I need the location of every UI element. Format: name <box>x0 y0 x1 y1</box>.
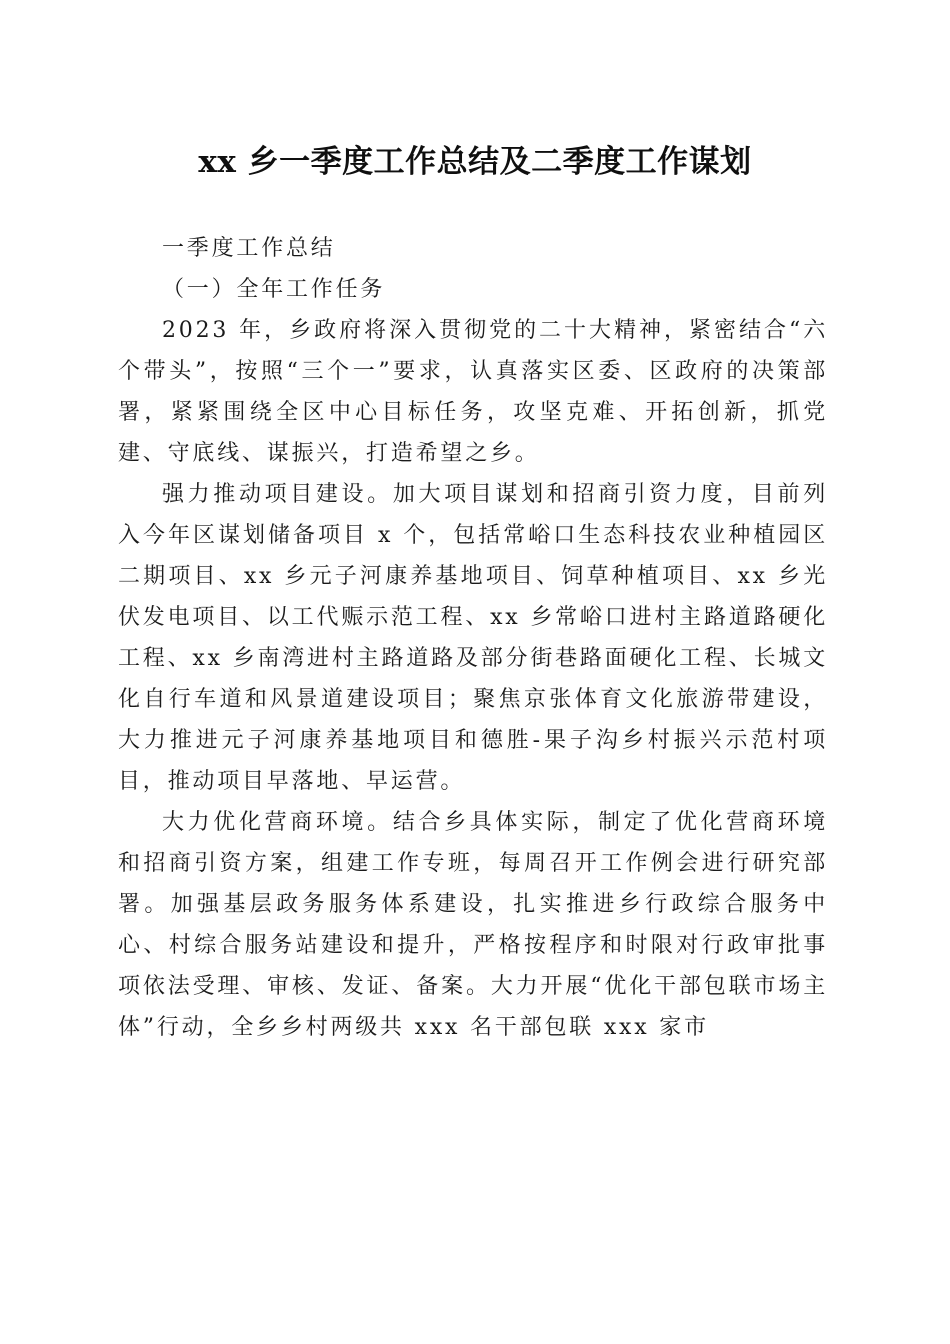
document-title: xx 乡一季度工作总结及二季度工作谋划 <box>198 144 752 180</box>
document-body <box>118 228 828 1048</box>
subsection-heading: （一）全年工作任务 <box>162 277 386 302</box>
section-heading: 一季度工作总结 <box>162 236 336 261</box>
paragraph-project-construction: 强力推动项目建设。加大项目谋划和招商引资力度，目前列入今年区谋划储备项目 x 个，包括常峪口生态科技农业种植园区二期项目、xx 乡元子河康养基地项目、饲草种植项目、xx 乡光伏发电项目、以工代赈示范工程、xx 乡常峪口进村主路道路硬化工程、xx 乡南湾进村主路道路及部分街巷路面硬化工程、长城文化自行车道和风景道建设项目；聚焦京张体育文化旅游带建设，大力推进元子河康养基地项目和德胜-果子沟乡村振兴示范村项目，推动项目早落地、早运营。 <box>118 482 828 794</box>
paragraph-annual-tasks: 2023 年，乡政府将深入贯彻党的二十大精神，紧密结合“六个带头”，按照“三个一”要求，认真落实区委、区政府的决策部署，紧紧围绕全区中心目标任务，攻坚克难、开拓创新，抓党建、守底线、谋振兴，打造希望之乡。 <box>118 318 828 466</box>
paragraph-business-environment: 大力优化营商环境。结合乡具体实际，制定了优化营商环境和招商引资方案，组建工作专班，每周召开工作例会进行研究部署。加强基层政务服务体系建设，扎实推进乡行政综合服务中心、村综合服务站建设和提升，严格按程序和时限对行政审批事项依法受理、审核、发证、备案。大力开展“优化干部包联市场主体”行动，全乡乡村两级共 xxx 名干部包联 xxx 家市 <box>118 810 828 1040</box>
